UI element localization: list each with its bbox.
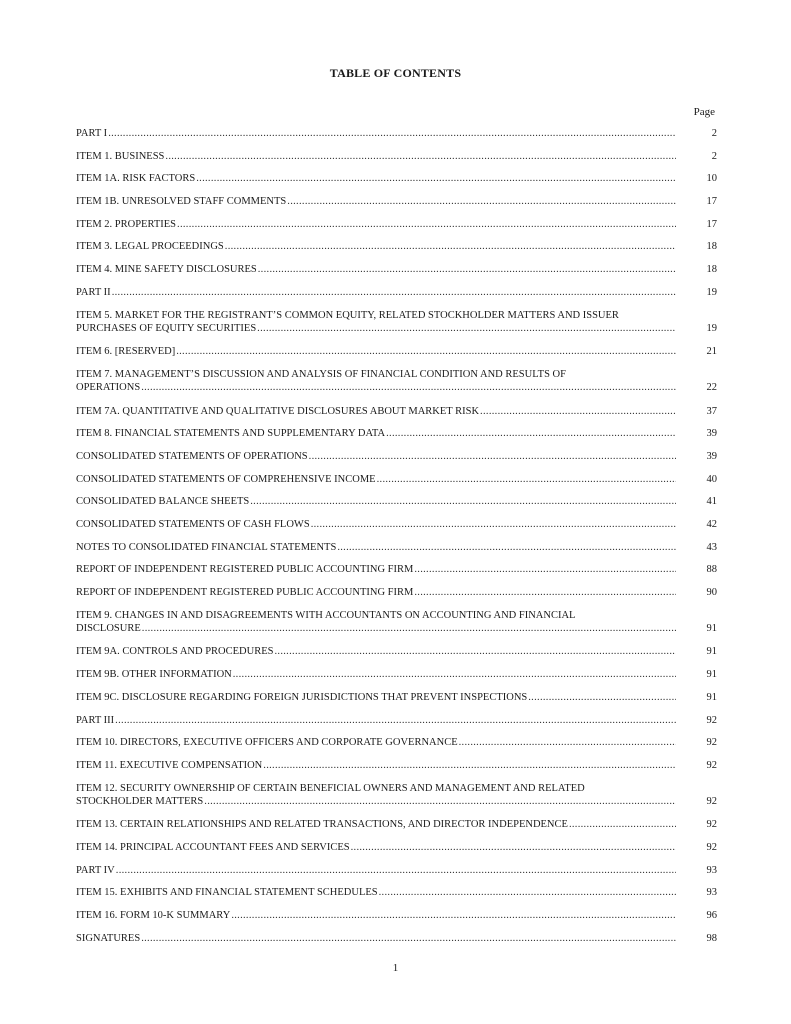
- toc-entry-title: ITEM 9B. OTHER INFORMATION: [76, 669, 232, 681]
- toc-entry-page: 37: [706, 405, 717, 417]
- toc-entry-page: 91: [706, 646, 717, 658]
- toc-entry-page: 43: [706, 541, 717, 553]
- dot-leader: [141, 932, 676, 945]
- toc-entry-title: REPORT OF INDEPENDENT REGISTERED PUBLIC ACCOUNTING FIRM: [76, 587, 414, 599]
- toc-entry[interactable]: [76, 450, 717, 463]
- toc-entry-title-line1: ITEM 12. SECURITY OWNERSHIP OF CERTAIN BENEFICIAL OWNERS AND MANAGEMENT AND RELATED: [76, 782, 585, 794]
- dot-leader: [231, 909, 676, 922]
- toc-entry-title: CONSOLIDATED STATEMENTS OF OPERATIONS: [76, 450, 308, 462]
- toc-entry[interactable]: [76, 645, 717, 658]
- dot-leader: [225, 240, 676, 253]
- dot-leader: [379, 886, 676, 899]
- toc-entry-page: 19: [706, 286, 717, 298]
- toc-entry-text: [76, 759, 682, 772]
- dot-leader: [351, 841, 676, 854]
- toc-entry-text: [76, 886, 682, 899]
- toc-entry-page: 88: [706, 564, 717, 576]
- toc-entry-page: 17: [706, 196, 717, 208]
- toc-entry-page: 92: [706, 759, 717, 771]
- toc-entry-title: CONSOLIDATED BALANCE SHEETS: [76, 496, 250, 508]
- dot-leader: [386, 427, 676, 440]
- toc-entry-title: ITEM 1A. RISK FACTORS: [76, 173, 196, 185]
- toc-entry[interactable]: [76, 368, 717, 394]
- toc-entry[interactable]: [76, 286, 717, 299]
- dot-leader: [263, 759, 676, 772]
- toc-entry-title: STOCKHOLDER MATTERS: [76, 795, 204, 807]
- toc-entry[interactable]: [76, 586, 717, 599]
- toc-entry-page: 22: [706, 381, 717, 393]
- toc-entry[interactable]: [76, 427, 717, 440]
- page-title: TABLE OF CONTENTS: [329, 66, 462, 80]
- toc-entry-page: 21: [706, 346, 717, 358]
- toc-entry-text: [76, 450, 682, 463]
- toc-entry[interactable]: [76, 263, 717, 276]
- toc-entry[interactable]: [76, 759, 717, 772]
- toc-entry-page: 18: [706, 241, 717, 253]
- toc-entry-title: ITEM 9A. CONTROLS AND PROCEDURES: [76, 646, 274, 658]
- toc-entry-title: ITEM 13. CERTAIN RELATIONSHIPS AND RELATED TRANSACTIONS, AND DIRECTOR INDEPENDENCE: [76, 819, 568, 831]
- toc-entry[interactable]: [76, 886, 717, 899]
- toc-entry-title: ITEM 16. FORM 10-K SUMMARY: [76, 910, 231, 921]
- dot-leader: [165, 150, 676, 163]
- toc-entry[interactable]: [76, 127, 717, 140]
- toc-entry[interactable]: [76, 932, 717, 945]
- toc-entry[interactable]: [76, 691, 717, 704]
- toc-entry-title: ITEM 1B. UNRESOLVED STAFF COMMENTS: [76, 196, 287, 208]
- table-of-contents: [76, 127, 717, 954]
- toc-entry-title: DISCLOSURE: [76, 622, 141, 634]
- toc-entry-page: 2: [711, 150, 717, 162]
- toc-entry-title-line1: ITEM 9. CHANGES IN AND DISAGREEMENTS WITH ACCOUNTANTS ON ACCOUNTING AND FINANCIAL: [76, 609, 576, 621]
- toc-entry-text: [76, 263, 682, 276]
- toc-entry-text: [76, 218, 682, 231]
- dot-leader: [112, 286, 676, 299]
- toc-entry[interactable]: [76, 405, 717, 418]
- dot-leader: [287, 195, 676, 208]
- toc-entry[interactable]: [76, 240, 717, 253]
- dot-leader: [204, 795, 676, 808]
- toc-entry-page: 18: [706, 264, 717, 276]
- toc-entry-page: 42: [706, 519, 717, 530]
- dot-leader: [414, 563, 676, 576]
- toc-entry-title-line1: ITEM 7. MANAGEMENT’S DISCUSSION AND ANALYSIS OF FINANCIAL CONDITION AND RESULTS OF: [76, 368, 566, 380]
- toc-entry[interactable]: [76, 518, 717, 531]
- toc-entry[interactable]: [76, 473, 717, 486]
- toc-entry-text: [76, 368, 682, 394]
- toc-entry[interactable]: [76, 714, 717, 727]
- toc-entry-text: [76, 286, 682, 299]
- toc-entry[interactable]: [76, 609, 717, 635]
- toc-entry-text: [76, 736, 682, 749]
- toc-entry[interactable]: [76, 864, 717, 877]
- toc-entry-text: [76, 127, 682, 140]
- toc-entry-title: PART IV: [76, 864, 115, 876]
- page-number: 1: [392, 962, 399, 974]
- toc-entry[interactable]: [76, 541, 717, 554]
- toc-entry-title: PART II: [76, 286, 111, 298]
- toc-entry-text: [76, 150, 682, 163]
- toc-entry-page: 41: [706, 496, 717, 508]
- dot-leader: [311, 518, 676, 531]
- toc-entry-title: ITEM 7A. QUANTITATIVE AND QUALITATIVE DISCLOSURES ABOUT MARKET RISK: [76, 405, 480, 417]
- toc-entry-title: CONSOLIDATED STATEMENTS OF COMPREHENSIVE INCOME: [76, 473, 376, 485]
- toc-entry-page: 92: [706, 841, 717, 853]
- toc-entry-page: 92: [706, 795, 717, 807]
- toc-entry-text: [76, 609, 682, 635]
- toc-entry-title: ITEM 2. PROPERTIES: [76, 218, 177, 230]
- toc-entry-text: [76, 841, 682, 854]
- toc-entry[interactable]: [76, 495, 717, 508]
- toc-entry-title: NOTES TO CONSOLIDATED FINANCIAL STATEMENTS: [76, 541, 337, 553]
- toc-entry-title: ITEM 11. EXECUTIVE COMPENSATION: [76, 759, 263, 771]
- toc-entry-page: 90: [706, 587, 717, 599]
- toc-entry-page: 91: [706, 691, 717, 703]
- toc-entry-page: 10: [706, 173, 717, 185]
- toc-entry-text: [76, 691, 682, 704]
- toc-entry-title: ITEM 10. DIRECTORS, EXECUTIVE OFFICERS AND CORPORATE GOVERNANCE: [76, 737, 458, 749]
- toc-entry-page: 92: [706, 714, 717, 726]
- toc-entry[interactable]: [76, 909, 717, 922]
- toc-entry-title: OPERATIONS: [76, 381, 141, 393]
- toc-entry-title: ITEM 6. [RESERVED]: [76, 346, 176, 358]
- toc-entry-text: [76, 818, 682, 831]
- toc-entry-text: [76, 668, 682, 681]
- toc-entry-title-line1: ITEM 5. MARKET FOR THE REGISTRANT’S COMMON EQUITY, RELATED STOCKHOLDER MATTERS AND ISSUER: [76, 309, 619, 321]
- dot-leader: [116, 864, 676, 877]
- dot-leader: [177, 218, 676, 231]
- toc-entry-text: [76, 427, 682, 440]
- toc-entry-page: 98: [706, 932, 717, 944]
- toc-entry-title: ITEM 1. BUSINESS: [76, 150, 165, 162]
- toc-entry-page: 19: [706, 322, 717, 334]
- toc-entry-text: [76, 932, 682, 945]
- toc-entry-text: [76, 645, 682, 658]
- toc-entry-text: [76, 240, 682, 253]
- toc-entry-title: SIGNATURES: [76, 932, 141, 944]
- dot-leader: [569, 818, 676, 831]
- toc-entry-text: [76, 782, 682, 808]
- toc-entry[interactable]: [76, 195, 717, 208]
- toc-entry-text: [76, 864, 682, 877]
- toc-entry-text: [76, 172, 682, 185]
- toc-entry[interactable]: [76, 782, 717, 808]
- toc-entry-page: 92: [706, 737, 717, 749]
- dot-leader: [233, 668, 676, 681]
- dot-leader: [528, 691, 676, 704]
- toc-entry-page: 17: [706, 218, 717, 230]
- dot-leader: [258, 263, 676, 276]
- dot-leader: [115, 714, 676, 727]
- toc-entry-text: [76, 563, 682, 576]
- toc-entry-page: 2: [711, 128, 717, 139]
- toc-entry[interactable]: [76, 218, 717, 231]
- toc-entry-text: [76, 909, 682, 922]
- dot-leader: [309, 450, 676, 463]
- toc-entry[interactable]: [76, 309, 717, 335]
- toc-entry-page: 40: [706, 473, 717, 485]
- toc-entry-title: REPORT OF INDEPENDENT REGISTERED PUBLIC ACCOUNTING FIRM: [76, 564, 414, 576]
- dot-leader: [414, 586, 676, 599]
- toc-entry-page: 39: [706, 428, 717, 440]
- toc-entry-title: CONSOLIDATED STATEMENTS OF CASH FLOWS: [76, 519, 310, 530]
- dot-leader: [250, 495, 676, 508]
- dot-leader: [142, 622, 676, 635]
- dot-leader: [141, 381, 676, 394]
- toc-entry-title: ITEM 4. MINE SAFETY DISCLOSURES: [76, 264, 257, 276]
- toc-entry-text: [76, 195, 682, 208]
- toc-entry-title: PART III: [76, 714, 115, 726]
- toc-entry-page: 91: [706, 669, 717, 681]
- toc-entry-page: 39: [706, 450, 717, 462]
- toc-entry-page: 91: [706, 622, 717, 634]
- toc-entry-page: 93: [706, 887, 717, 899]
- toc-entry-text: [76, 405, 682, 418]
- toc-entry[interactable]: [76, 563, 717, 576]
- toc-entry-text: [76, 473, 682, 486]
- dot-leader: [108, 127, 676, 140]
- toc-entry-page: 93: [706, 864, 717, 876]
- toc-entry-title: ITEM 9C. DISCLOSURE REGARDING FOREIGN JURISDICTIONS THAT PREVENT INSPECTIONS: [76, 691, 528, 703]
- toc-entry[interactable]: [76, 668, 717, 681]
- dot-leader: [176, 345, 676, 358]
- dot-leader: [196, 172, 676, 185]
- toc-entry-text: [76, 541, 682, 554]
- toc-entry-title: ITEM 14. PRINCIPAL ACCOUNTANT FEES AND SERVICES: [76, 841, 350, 853]
- dot-leader: [480, 405, 676, 418]
- toc-entry[interactable]: [76, 841, 717, 854]
- toc-entry-text: [76, 586, 682, 599]
- toc-entry-text: [76, 309, 682, 335]
- toc-entry-text: [76, 345, 682, 358]
- toc-entry-title: PART I: [76, 128, 108, 139]
- toc-entry[interactable]: [76, 172, 717, 185]
- toc-entry-text: [76, 714, 682, 727]
- page-column-header: Page: [693, 106, 715, 118]
- toc-entry[interactable]: [76, 150, 717, 163]
- toc-entry-page: 96: [706, 910, 717, 921]
- toc-entry[interactable]: [76, 345, 717, 358]
- toc-entry[interactable]: [76, 736, 717, 749]
- dot-leader: [459, 736, 676, 749]
- toc-entry-title: ITEM 15. EXHIBITS AND FINANCIAL STATEMENT SCHEDULES: [76, 887, 378, 899]
- toc-entry-title: PURCHASES OF EQUITY SECURITIES: [76, 322, 257, 334]
- toc-entry-title: ITEM 8. FINANCIAL STATEMENTS AND SUPPLEMENTARY DATA: [76, 428, 386, 440]
- dot-leader: [257, 322, 676, 335]
- toc-entry-text: [76, 518, 682, 531]
- toc-entry-title: ITEM 3. LEGAL PROCEEDINGS: [76, 241, 224, 253]
- toc-entry[interactable]: [76, 818, 717, 831]
- dot-leader: [377, 473, 676, 486]
- toc-entry-text: [76, 495, 682, 508]
- dot-leader: [337, 541, 676, 554]
- toc-entry-page: 92: [706, 819, 717, 831]
- dot-leader: [274, 645, 676, 658]
